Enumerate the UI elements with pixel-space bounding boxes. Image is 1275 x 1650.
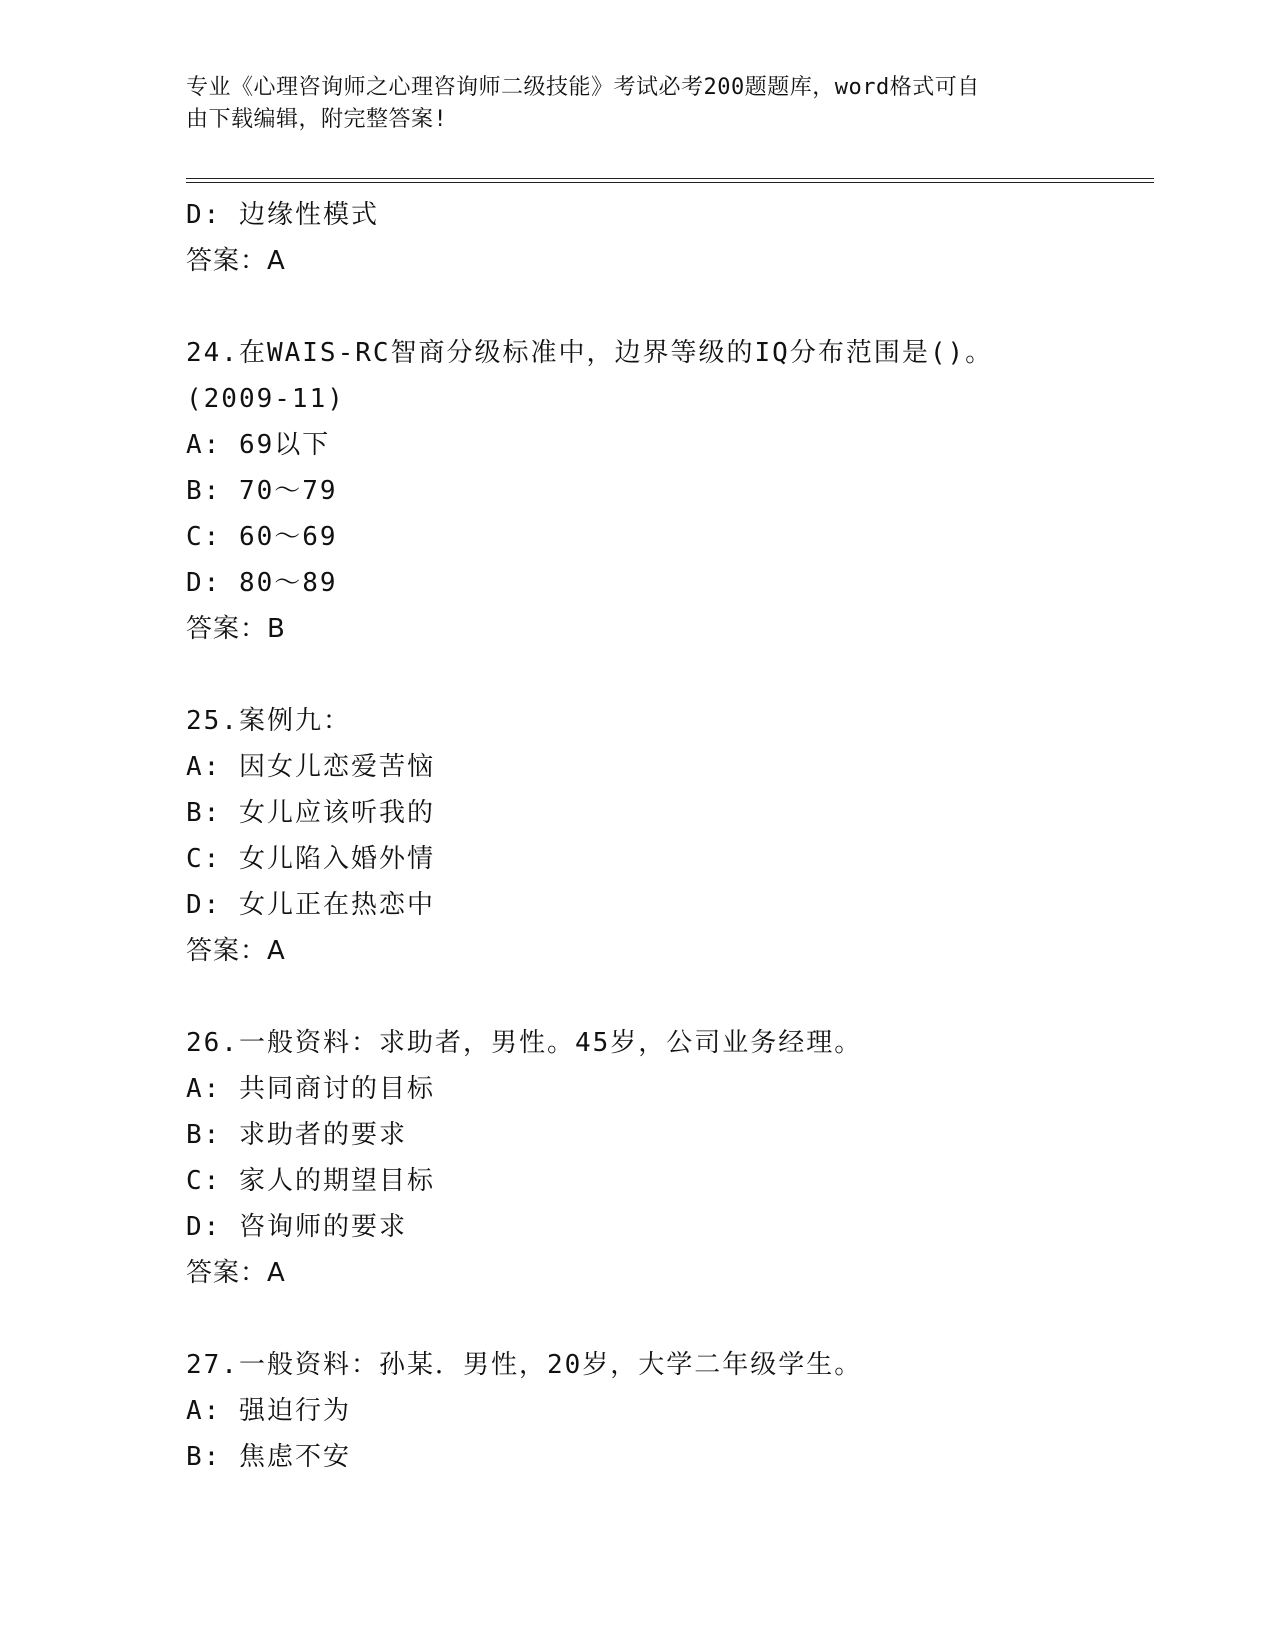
option-d: D: 女儿正在热恋中 [186, 890, 435, 920]
question-content [186, 192, 1154, 1480]
header-title-line-1: 专业《心理咨询师之心理咨询师二级技能》考试必考200题题库，word格式可自 [186, 75, 980, 100]
question-stem-continuation: (2009-11) [186, 384, 345, 414]
option-d: D: 80～89 [186, 568, 338, 598]
question-27 [186, 1342, 1154, 1480]
spacer [186, 652, 1154, 698]
option-d: D: 咨询师的要求 [186, 1212, 407, 1242]
answer: 答案：A [186, 1258, 286, 1288]
option-a: A: 强迫行为 [186, 1396, 351, 1426]
option-c: C: 60～69 [186, 522, 338, 552]
option-c: C: 家人的期望目标 [186, 1166, 435, 1196]
option-a: A: 共同商讨的目标 [186, 1074, 435, 1104]
answer: 答案：A [186, 936, 286, 966]
question-stem: 26.一般资料：求助者，男性。45岁，公司业务经理。 [186, 1028, 863, 1058]
header-title-line-2: 由下载编辑，附完整答案! [186, 107, 448, 132]
answer-prev: 答案：A [186, 246, 286, 276]
question-stem: 25.案例九： [186, 706, 351, 736]
question-24 [186, 330, 1154, 652]
document-header [186, 72, 1066, 136]
spacer [186, 284, 1154, 330]
option-b: B: 女儿应该听我的 [186, 798, 435, 828]
spacer [186, 1296, 1154, 1342]
question-25 [186, 698, 1154, 974]
answer: 答案：B [186, 614, 286, 644]
option-b: B: 焦虑不安 [186, 1442, 351, 1472]
question-stem: 27.一般资料：孙某．男性，20岁，大学二年级学生。 [186, 1350, 863, 1380]
header-divider-bottom [186, 182, 1154, 183]
option-b: B: 求助者的要求 [186, 1120, 407, 1150]
option-a: A: 69以下 [186, 430, 331, 460]
option-a: A: 因女儿恋爱苦恼 [186, 752, 435, 782]
option-d-prev: D: 边缘性模式 [186, 200, 379, 230]
option-b: B: 70～79 [186, 476, 338, 506]
question-stem: 24.在WAIS-RC智商分级标准中，边界等级的IQ分布范围是()。 [186, 338, 994, 368]
option-c: C: 女儿陷入婚外情 [186, 844, 435, 874]
question-26 [186, 1020, 1154, 1296]
spacer [186, 974, 1154, 1020]
header-divider-top [186, 178, 1154, 179]
